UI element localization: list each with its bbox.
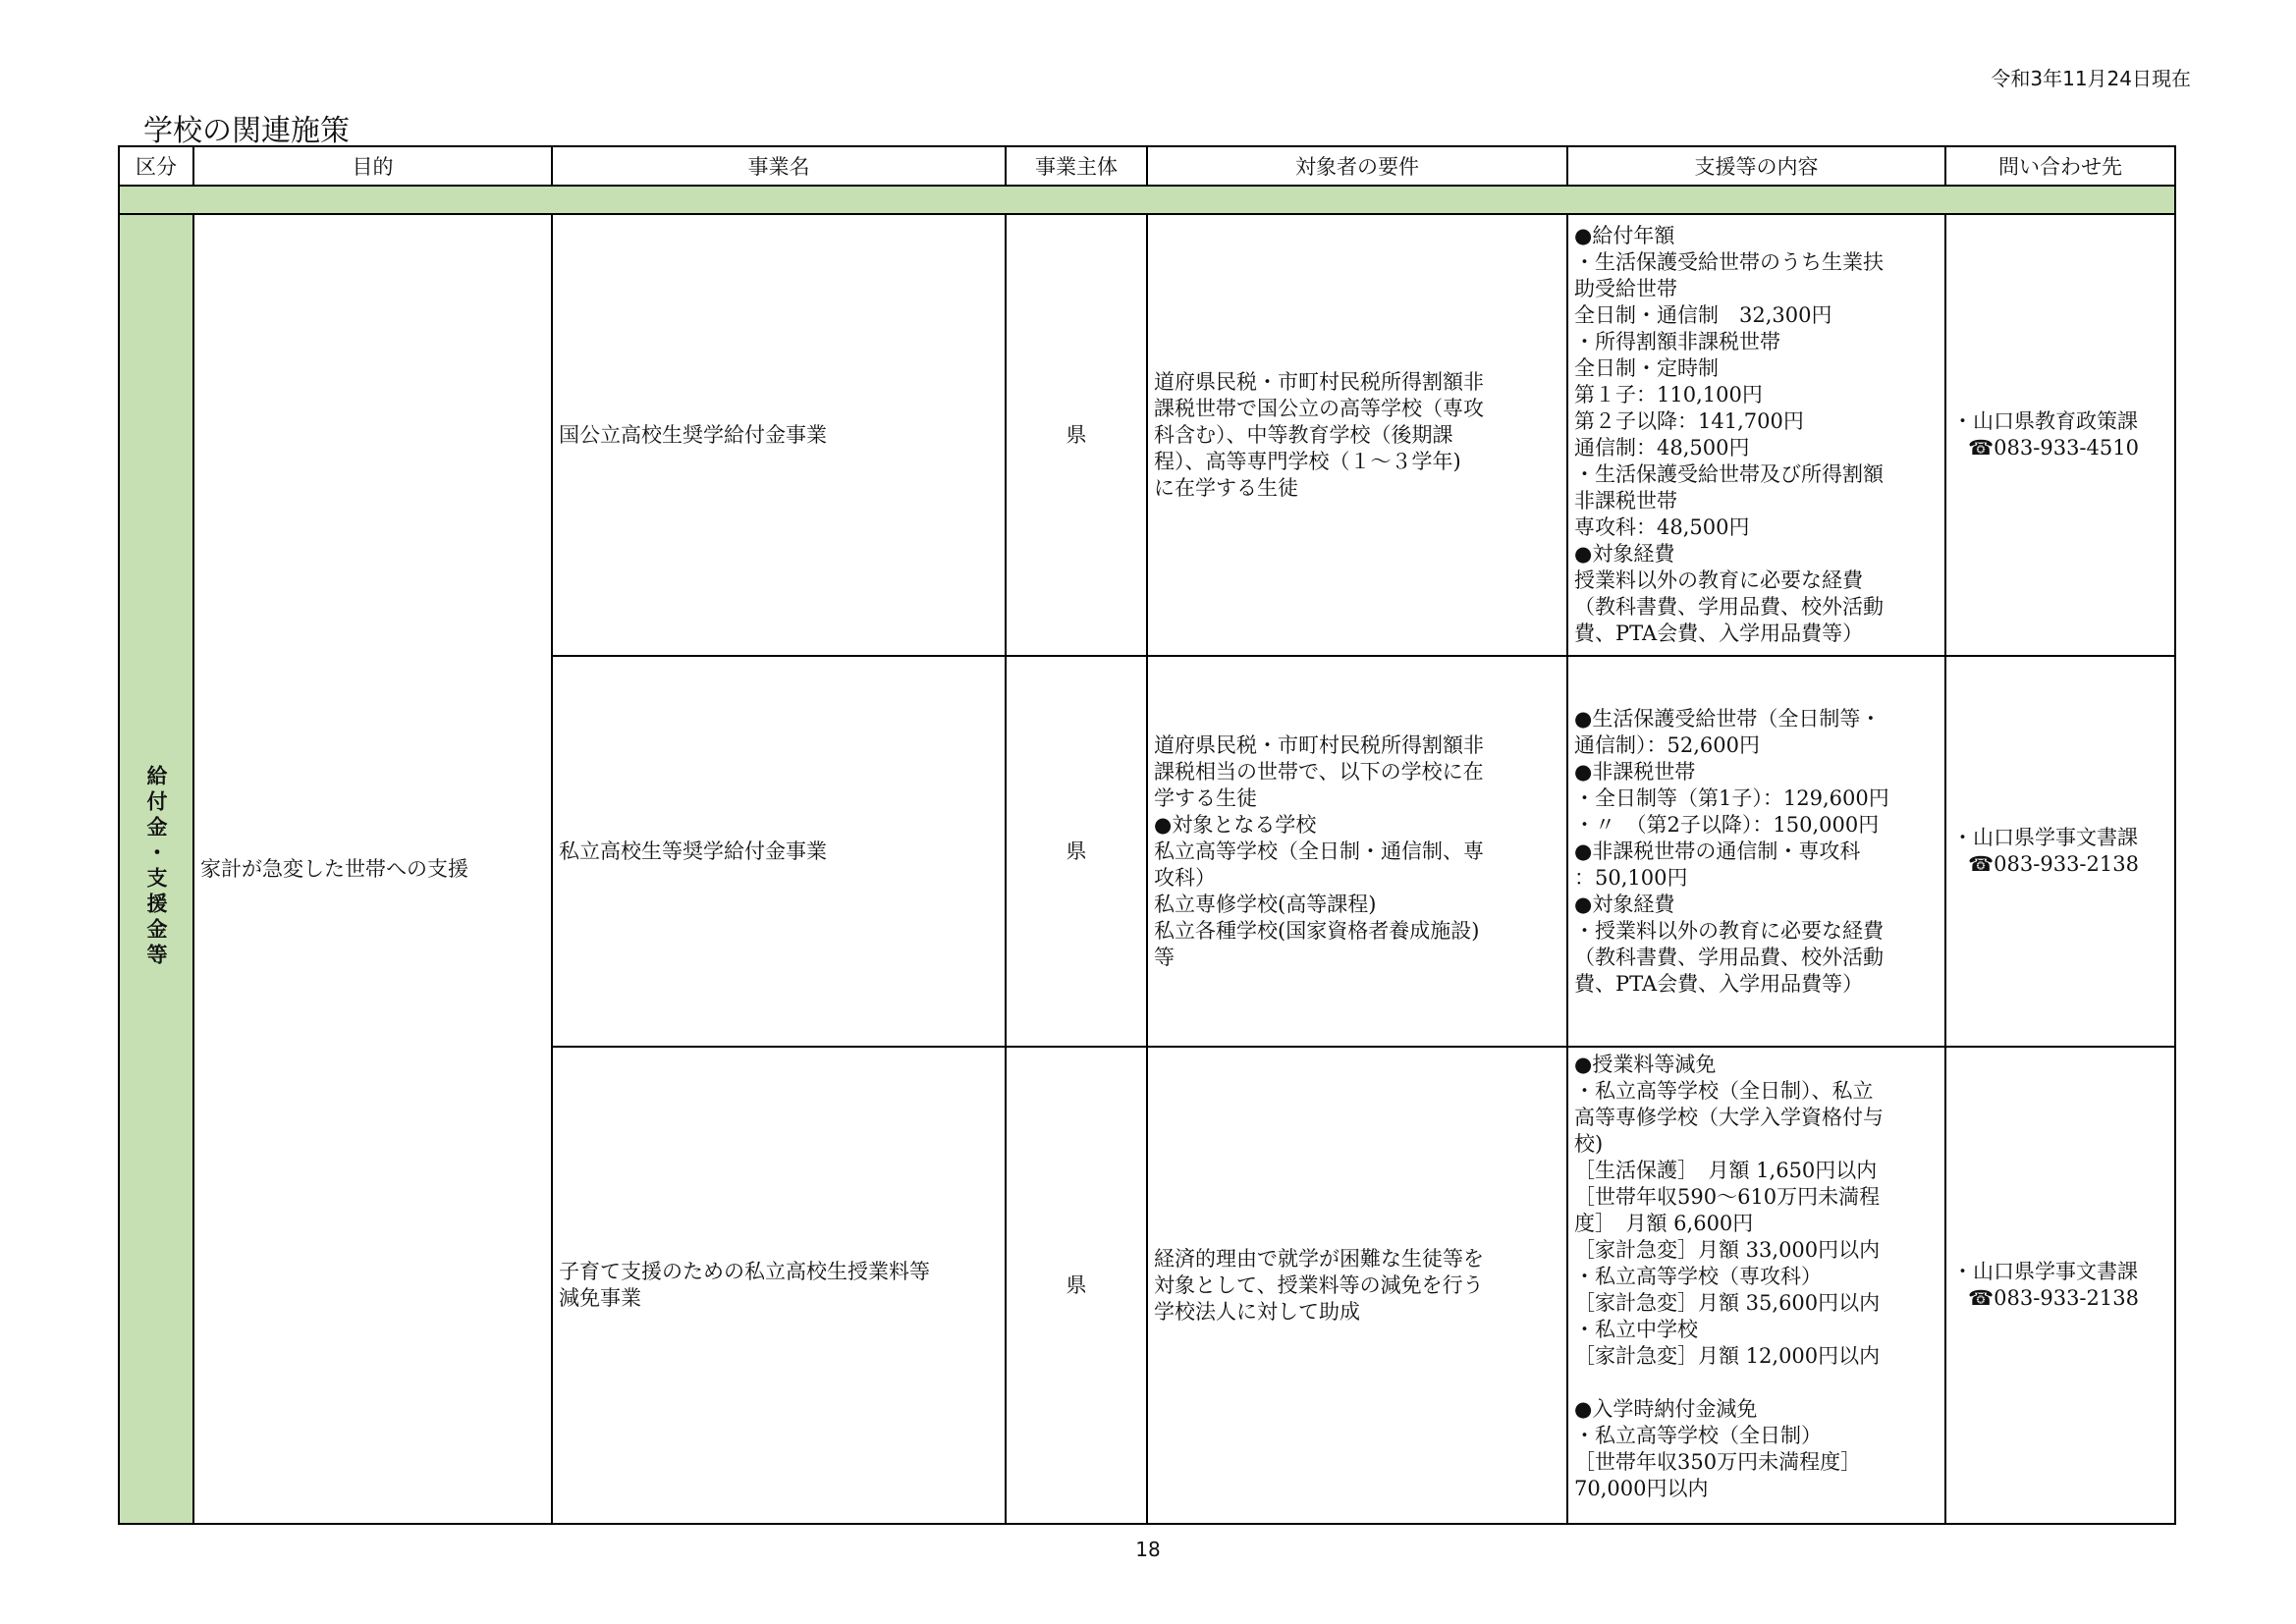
support-line: 非課税世帯 — [1574, 489, 1677, 513]
measures-table — [118, 145, 2176, 1525]
support-line: 助受給世帯 — [1574, 277, 1677, 300]
program-name-line: 子育て支援のための私立高校生授業料等 — [559, 1260, 930, 1283]
support-line: ●非課税世帯の通信制・専攻科 — [1574, 839, 1861, 863]
section-band-row — [119, 186, 2175, 214]
eligibility-line: 課税世帯で国公立の高等学校（専攻 — [1154, 396, 1484, 420]
as-of-date: 令和3年11月24日現在 — [1991, 67, 2191, 90]
phone-icon: ☎ — [1968, 1286, 1995, 1310]
support-line: ・私立高等学校（全日制）、私立 — [1574, 1079, 1874, 1103]
eligibility-line: 私立専修学校(高等課程) — [1154, 892, 1377, 916]
support-line: ［家計急変］月額 33,000円以内 — [1574, 1238, 1881, 1262]
program-name-cell — [552, 1047, 1006, 1524]
eligibility-line: 道府県民税・市町村民税所得割額非 — [1154, 732, 1484, 757]
contact-phone — [1952, 851, 2168, 878]
category-label: 給付金・支援金等 — [144, 764, 168, 969]
category-cell — [119, 214, 193, 1524]
support-line: 校) — [1574, 1132, 1604, 1156]
support-line: （教科書費、学用品費、校外活動 — [1574, 945, 1884, 969]
support-line — [1574, 1370, 1939, 1396]
support-line: ・私立中学校 — [1574, 1318, 1698, 1341]
phone-number: 083-933-4510 — [1994, 436, 2139, 460]
eligibility-line: 道府県民税・市町村民税所得割額非 — [1154, 369, 1484, 394]
support-line: ：50,100円 — [1574, 865, 1688, 890]
support-line: 第２子以降：141,700円 — [1574, 409, 1804, 433]
support-line: ［世帯年収350万円未満程度］ — [1574, 1450, 1862, 1474]
page-number: 18 — [1135, 1538, 1161, 1561]
support-line: ●非課税世帯 — [1574, 759, 1696, 784]
contact-office: ・山口県学事文書課 — [1952, 1260, 2138, 1283]
purpose-cell: 家計が急変した世帯への支援 — [193, 214, 552, 1524]
support-line: ・〃 （第2子以降）：150,000円 — [1574, 812, 1880, 837]
support-line: 授業料以外の教育に必要な経費 — [1574, 568, 1863, 592]
header-support-details: 支援等の内容 — [1567, 146, 1945, 186]
phone-icon: ☎ — [1968, 436, 1995, 460]
contact-cell — [1945, 214, 2175, 656]
eligibility-line: に在学する生徒 — [1154, 475, 1298, 500]
support-line: ・生活保護受給世帯及び所得割額 — [1574, 462, 1884, 486]
eligibility-cell — [1147, 214, 1567, 656]
support-line: ●入学時納付金減免 — [1574, 1397, 1758, 1421]
phone-number: 083-933-2138 — [1994, 852, 2139, 876]
support-line: 通信制：48,500円 — [1574, 436, 1750, 460]
contact-phone — [1952, 435, 2168, 461]
eligibility-cell — [1147, 1047, 1567, 1524]
program-name-line: 減免事業 — [559, 1286, 641, 1310]
support-line: ［家計急変］月額 12,000円以内 — [1574, 1344, 1881, 1368]
support-line: 専攻科：48,500円 — [1574, 515, 1750, 539]
operator-cell: 県 — [1006, 1047, 1147, 1524]
operator-cell: 県 — [1006, 214, 1147, 656]
support-line: ・授業料以外の教育に必要な経費 — [1574, 918, 1884, 943]
eligibility-line: 学校法人に対して助成 — [1154, 1299, 1360, 1324]
phone-number: 083-933-2138 — [1994, 1286, 2139, 1310]
eligibility-line: 対象として、授業料等の減免を行う — [1154, 1272, 1484, 1297]
eligibility-line: 私立各種学校(国家資格者養成施設) — [1154, 918, 1480, 943]
support-line: ●授業料等減免 — [1574, 1053, 1717, 1076]
support-line: ・全日制等（第1子）：129,600円 — [1574, 785, 1889, 810]
support-line: 通信制）：52,600円 — [1574, 732, 1760, 757]
eligibility-line: 攻科） — [1154, 865, 1216, 890]
support-line: ・私立高等学校（専攻科） — [1574, 1265, 1822, 1288]
program-name-cell: 私立高校生等奨学給付金事業 — [552, 656, 1006, 1047]
contact-phone — [1952, 1285, 2168, 1312]
support-line: ・生活保護受給世帯のうち生業扶 — [1574, 250, 1884, 274]
support-details-cell — [1567, 656, 1945, 1047]
support-line: ●給付年額 — [1574, 224, 1675, 247]
header-contact: 問い合わせ先 — [1945, 146, 2175, 186]
support-line: ・私立高等学校（全日制） — [1574, 1424, 1822, 1447]
support-line: ［生活保護］ 月額 1,650円以内 — [1574, 1159, 1878, 1182]
support-line: 高等専修学校（大学入学資格付与 — [1574, 1106, 1884, 1129]
support-line: 第１子：110,100円 — [1574, 383, 1763, 406]
support-details-cell — [1567, 214, 1945, 656]
header-eligibility: 対象者の要件 — [1147, 146, 1567, 186]
support-line: ●生活保護受給世帯（全日制等・ — [1574, 706, 1882, 731]
header-category: 区分 — [119, 146, 193, 186]
section-band — [119, 186, 2175, 214]
contact-office: ・山口県教育政策課 — [1952, 409, 2138, 433]
eligibility-line: 経済的理由で就学が困難な生徒等を — [1154, 1246, 1484, 1271]
eligibility-line: 学する生徒 — [1154, 785, 1257, 810]
eligibility-line: 課税相当の世帯で、以下の学校に在 — [1154, 759, 1484, 784]
phone-icon: ☎ — [1968, 852, 1995, 876]
eligibility-line: ●対象となる学校 — [1154, 812, 1317, 837]
contact-cell — [1945, 656, 2175, 1047]
support-line: 全日制・通信制 32,300円 — [1574, 303, 1832, 327]
eligibility-line: 程）、高等専門学校（１～３学年) — [1154, 449, 1461, 473]
eligibility-cell — [1147, 656, 1567, 1047]
contact-office: ・山口県学事文書課 — [1952, 826, 2138, 849]
eligibility-line: 私立高等学校（全日制・通信制、専 — [1154, 839, 1484, 863]
support-line: 70,000円以内 — [1574, 1477, 1709, 1500]
support-line: ［家計急変］月額 35,600円以内 — [1574, 1291, 1881, 1315]
support-line: ●対象経費 — [1574, 892, 1675, 916]
table-row — [119, 214, 2175, 656]
program-name-cell: 国公立高校生奨学給付金事業 — [552, 214, 1006, 656]
support-line: ・所得割額非課税世帯 — [1574, 330, 1780, 353]
header-program-name: 事業名 — [552, 146, 1006, 186]
eligibility-line: 等 — [1154, 945, 1175, 969]
support-line: 度］ 月額 6,600円 — [1574, 1212, 1754, 1235]
support-line: 費、PTA会費、入学用品費等） — [1574, 971, 1864, 996]
support-line: ［世帯年収590～610万円未満程 — [1574, 1185, 1881, 1209]
support-details-cell — [1567, 1047, 1945, 1524]
header-row — [119, 146, 2175, 186]
support-line: （教科書費、学用品費、校外活動 — [1574, 595, 1884, 619]
header-operator: 事業主体 — [1006, 146, 1147, 186]
page-title: 学校の関連施策 — [143, 114, 350, 148]
support-line: 費、PTA会費、入学用品費等） — [1574, 622, 1864, 645]
eligibility-line: 科含む）、中等教育学校（後期課 — [1154, 422, 1453, 447]
support-line: 全日制・定時制 — [1574, 356, 1719, 380]
header-purpose: 目的 — [193, 146, 552, 186]
support-line: ●対象経費 — [1574, 542, 1675, 566]
contact-cell — [1945, 1047, 2175, 1524]
operator-cell: 県 — [1006, 656, 1147, 1047]
